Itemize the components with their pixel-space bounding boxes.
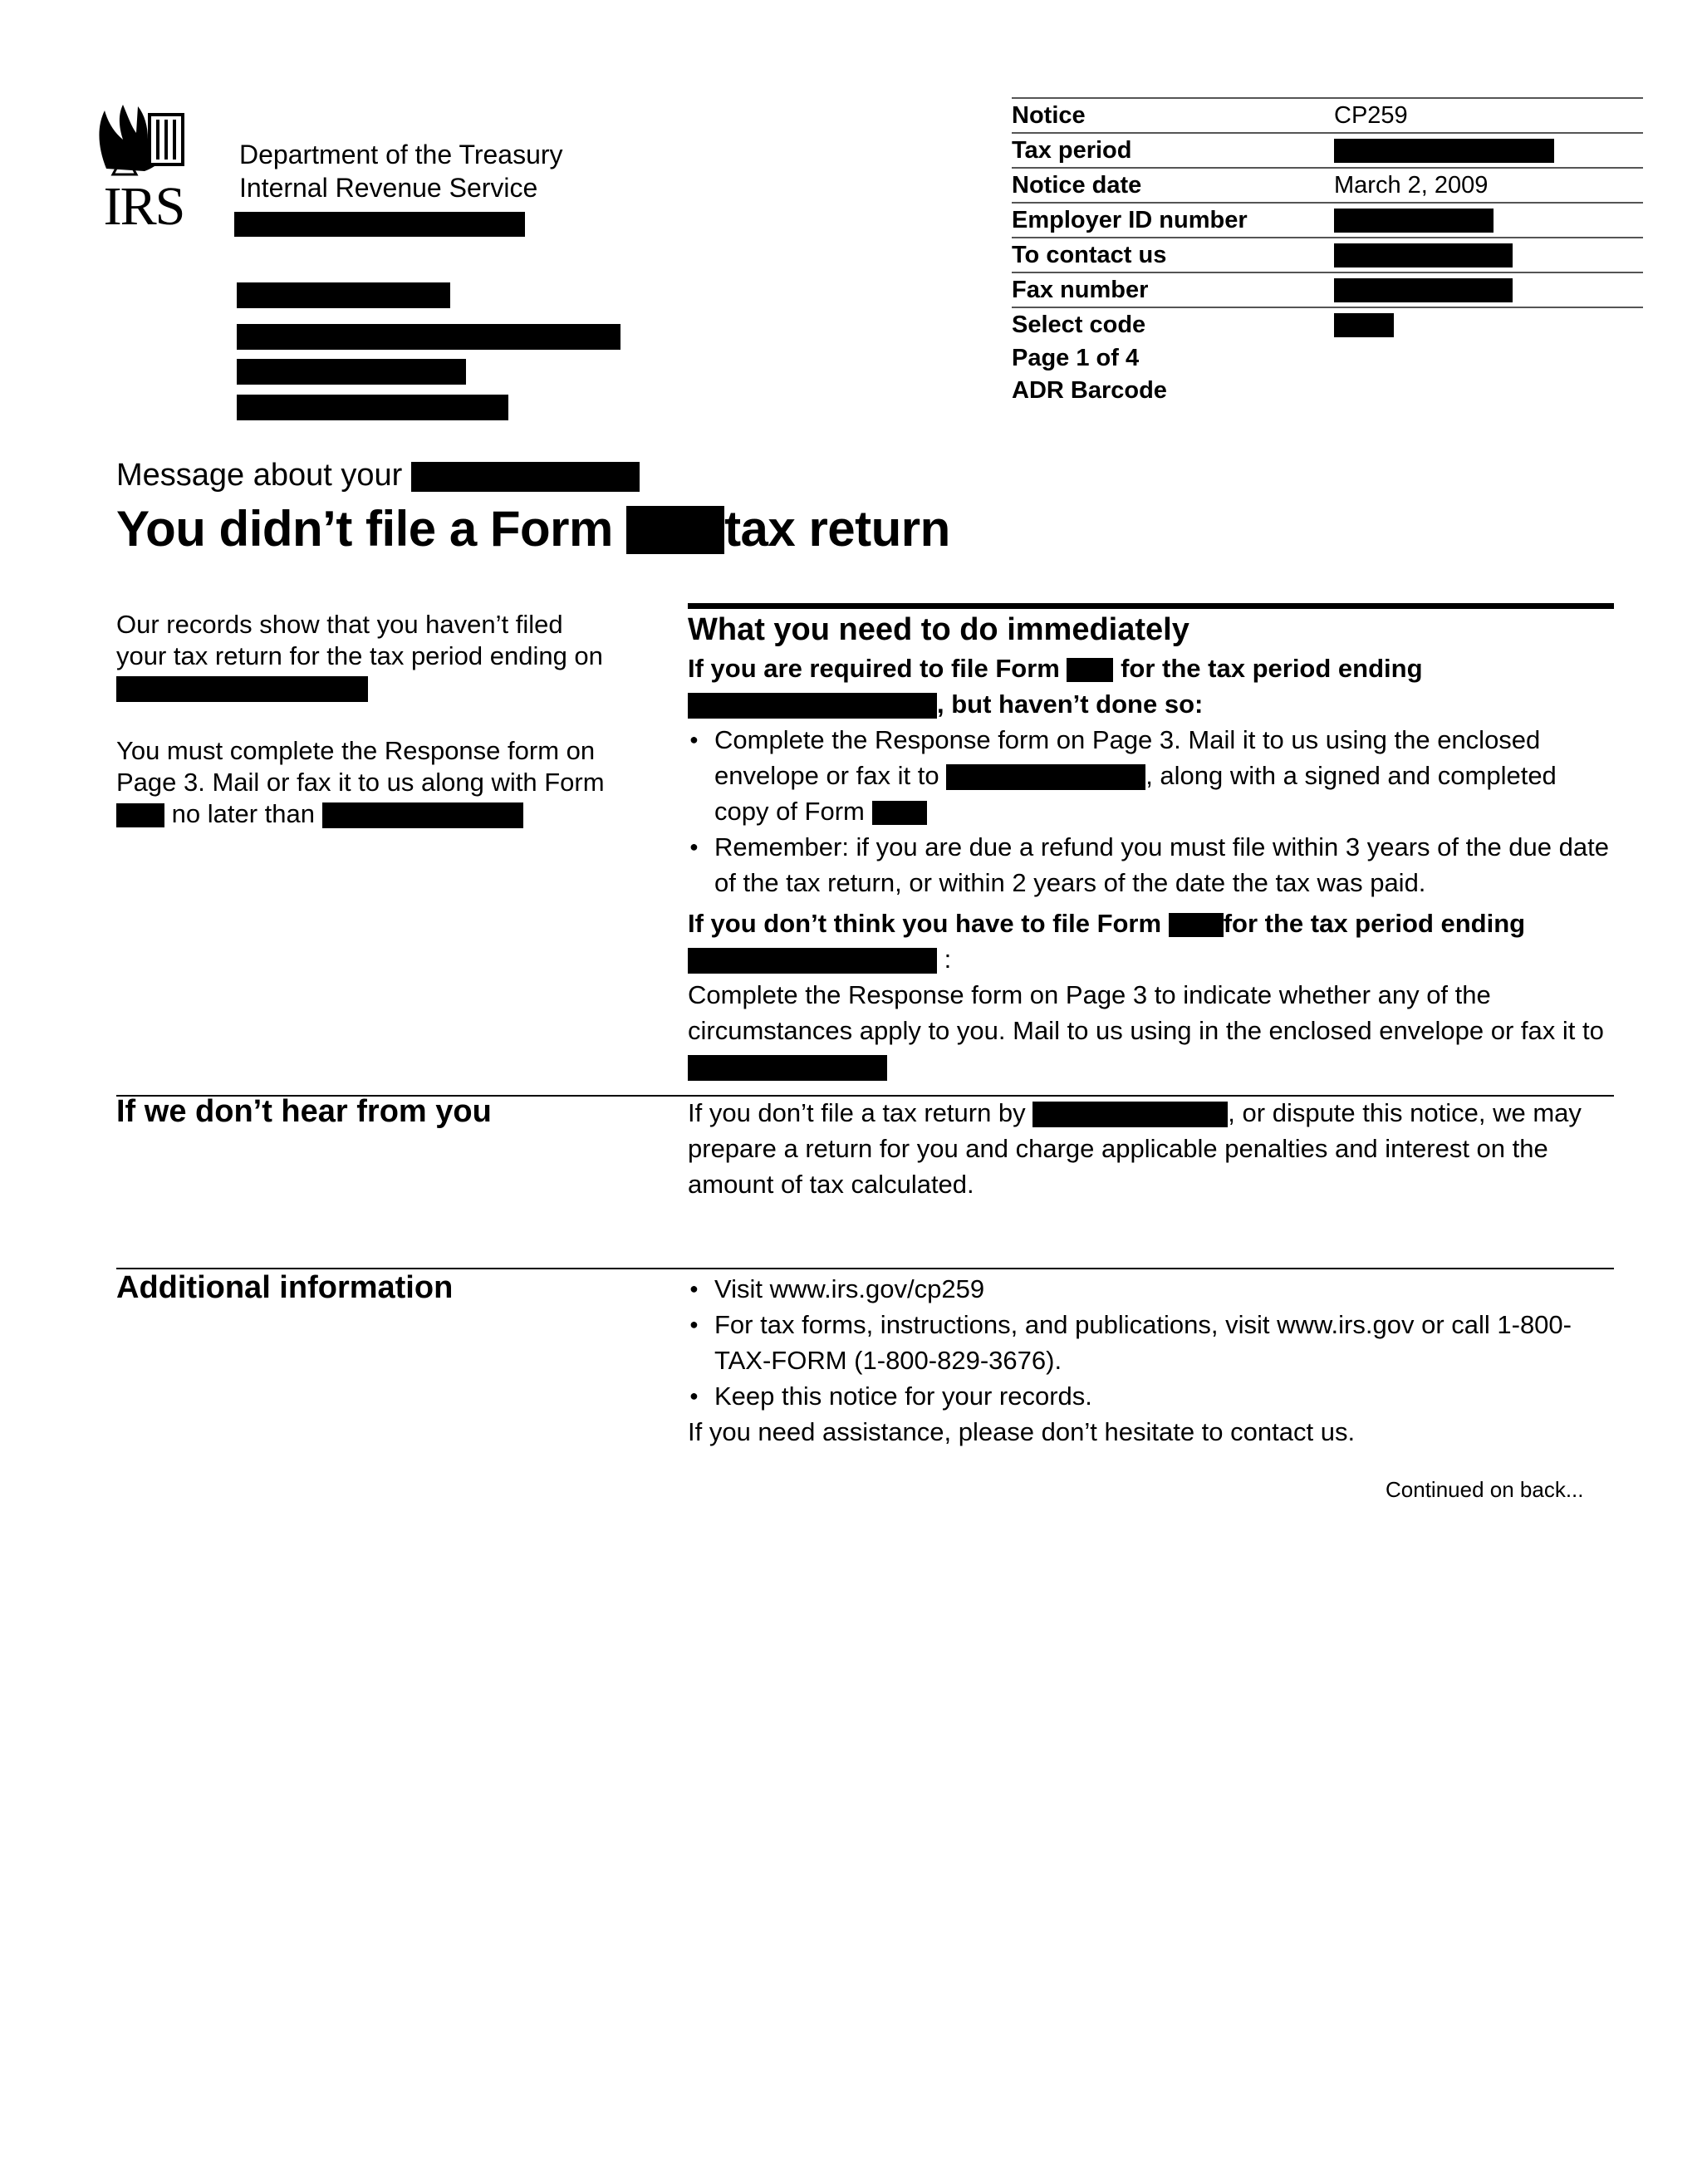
- info-label: Notice date: [1012, 171, 1142, 199]
- info-row-notice: [1012, 97, 1643, 132]
- not-required-heading: [688, 906, 1614, 977]
- redacted-due-date: [322, 802, 523, 828]
- redacted-contact: [1334, 243, 1513, 267]
- redacted-address-line-4: [237, 395, 508, 420]
- todo-title: What you need to do immediately: [688, 612, 1189, 647]
- list-item: ● Remember: if you are due a refund you must file within 3 years of the due date of the tax return, or within 2 years of the date the tax was paid.: [688, 829, 1614, 901]
- hear-text: [688, 1095, 1614, 1202]
- info-label: To contact us: [1012, 241, 1167, 268]
- info-row-select-code: [1012, 307, 1643, 341]
- irs-logo-text: IRS: [103, 176, 184, 237]
- not-required-text: [688, 977, 1614, 1084]
- irs-logo: [90, 98, 198, 239]
- not-required-heading-b: for the tax period ending: [1223, 909, 1526, 938]
- closing-text: If you need assistance, please don’t hesitate to contact us.: [688, 1417, 1356, 1446]
- info-label: Employer ID number: [1012, 206, 1248, 233]
- redacted-form-number: [1169, 913, 1224, 937]
- additional-title: Additional information: [116, 1270, 454, 1305]
- hear-title: If we don’t hear from you: [116, 1094, 492, 1129]
- info-row-notice-date: [1012, 167, 1643, 202]
- redacted-tax-period: [1334, 139, 1554, 163]
- list-item: [688, 722, 1614, 829]
- summary-text-2b: no later than: [171, 799, 315, 828]
- redacted-period-end: [688, 693, 937, 719]
- not-required-heading-a: If you don’t think you have to file Form: [688, 909, 1162, 938]
- title-part-1: You didn’t file a Form: [116, 501, 613, 557]
- redacted-select-code: [1334, 313, 1394, 337]
- agency-line-1: Department of the Treasury: [239, 140, 563, 169]
- summary-paragraph-2: [116, 735, 606, 830]
- info-value: March 2, 2009: [1334, 171, 1489, 199]
- redacted-subject: [411, 462, 640, 492]
- info-row-fax: [1012, 272, 1643, 307]
- info-value: CP259: [1334, 101, 1408, 129]
- page-title: [116, 498, 950, 560]
- info-label: Tax period: [1012, 136, 1132, 164]
- page-indicator: Page 1 of 4: [1012, 345, 1140, 371]
- redacted-sender-line: [234, 212, 525, 237]
- step-1-text-b: , along with a signed and completed copy of Form: [714, 761, 1557, 826]
- not-required-heading-colon: :: [944, 945, 952, 974]
- redacted-address-line-2: [237, 324, 620, 350]
- required-heading: [688, 650, 1614, 722]
- additional-list: [688, 1271, 1614, 1414]
- info-label: Select code: [1012, 311, 1146, 338]
- required-heading-c: , but haven’t done so:: [937, 690, 1204, 719]
- section-rule-thick: [688, 603, 1614, 609]
- agency-line-2: Internal Revenue Service: [239, 173, 538, 203]
- info-label: Fax number: [1012, 276, 1149, 303]
- redacted-form-number: [626, 506, 724, 554]
- redacted-form-number: [872, 801, 927, 825]
- irs-eagle-icon: [90, 98, 198, 181]
- hear-text-b: , or dispute this notice, we may prepare a return for you and charge applicable penalties and interest on the amount of tax calculated.: [688, 1098, 1582, 1199]
- step-1-text-a: Complete the Response form on Page 3. Mail it to us using the enclosed envelope or fax it to: [714, 725, 1541, 790]
- redacted-address-line-3: [237, 359, 466, 385]
- additional-section: [688, 1271, 1614, 1450]
- list-item: ● Visit www.irs.gov/cp259: [688, 1271, 1614, 1307]
- redacted-period-end: [688, 948, 937, 974]
- info-row-tax-period: [1012, 132, 1643, 167]
- notice-info-table: [1012, 97, 1643, 406]
- redacted-address-line-1: [237, 282, 450, 308]
- required-steps-list: [688, 722, 1614, 901]
- info-row-employer-id: [1012, 202, 1643, 237]
- info-label: Notice: [1012, 101, 1086, 129]
- redacted-fax: [1334, 278, 1513, 302]
- hear-text-a: If you don’t file a tax return by: [688, 1098, 1026, 1127]
- redacted-fax: [688, 1055, 887, 1081]
- required-heading-a: If you are required to file Form: [688, 654, 1060, 683]
- info-row-contact: [1012, 237, 1643, 272]
- list-item: ● Keep this notice for your records.: [688, 1378, 1614, 1414]
- adr-barcode-label: ADR Barcode: [1012, 377, 1167, 404]
- required-heading-b: for the tax period ending: [1121, 654, 1423, 683]
- redacted-period-end: [116, 676, 368, 702]
- redacted-fax: [946, 764, 1145, 790]
- summary-paragraph-1: [116, 609, 606, 704]
- redacted-form-number: [116, 803, 164, 827]
- redacted-employer-id: [1334, 209, 1494, 233]
- continued-label: Continued on back...: [1386, 1477, 1584, 1502]
- summary-text-2a: You must complete the Response form on Page 3. Mail or fax it to us along with Form: [116, 736, 605, 797]
- redacted-due-date: [1032, 1102, 1228, 1127]
- list-item: ● For tax forms, instructions, and publications, visit www.irs.gov or call 1-800-TAX-FORM (1-800-829-3676).: [688, 1307, 1614, 1378]
- message-about: [116, 455, 640, 495]
- summary-text-1: Our records show that you haven’t filed your tax return for the tax period ending on: [116, 610, 603, 670]
- title-part-2: tax return: [724, 501, 950, 557]
- todo-section: [688, 609, 1614, 1084]
- message-about-text: Message about your: [116, 458, 403, 493]
- not-required-text-body: Complete the Response form on Page 3 to indicate whether any of the circumstances apply to you. Mail to us using in the enclosed envelope or fax it to: [688, 980, 1604, 1045]
- agency-name: [239, 138, 563, 204]
- redacted-form-number: [1067, 658, 1113, 682]
